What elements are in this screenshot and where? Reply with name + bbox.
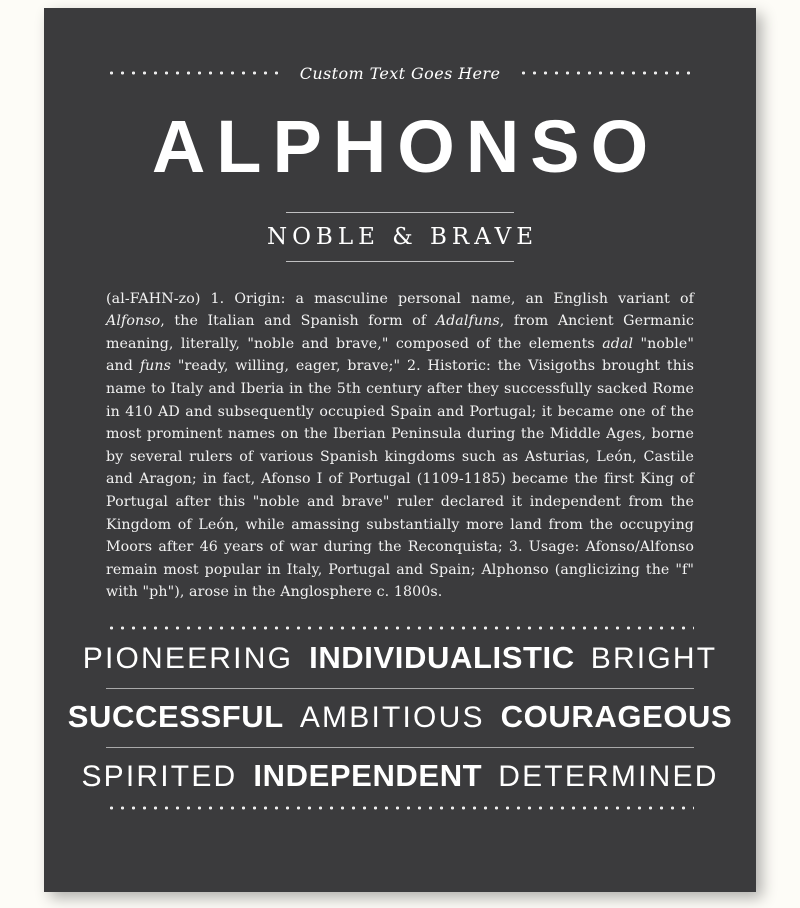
poster-content — [44, 8, 756, 892]
page-title: ALPHONSO — [151, 105, 660, 188]
custom-text: Custom Text Goes Here — [299, 63, 501, 83]
traits-divider-1 — [106, 688, 694, 689]
custom-text-row — [106, 60, 694, 86]
trait-word: COURAGEOUS — [500, 699, 733, 734]
trait-word: BRIGHT — [590, 642, 718, 675]
trait-row — [67, 689, 733, 747]
trait-word: INDEPENDENT — [253, 758, 483, 793]
traits-divider-2 — [106, 747, 694, 748]
trait-word: AMBITIOUS — [299, 701, 485, 734]
trait-row — [81, 748, 719, 806]
trait-word: SPIRITED — [81, 760, 238, 793]
rule-above-meaning — [286, 212, 514, 213]
traits-top-dotted-rule — [106, 626, 694, 630]
trait-word: DETERMINED — [498, 760, 719, 793]
trait-row — [82, 630, 718, 688]
name-art-poster — [44, 8, 756, 892]
rule-below-meaning — [286, 261, 514, 262]
dotted-divider-left — [106, 71, 282, 75]
traits-bottom-dotted-rule — [106, 806, 694, 810]
name-meaning: NOBLE & BRAVE — [266, 223, 539, 250]
traits-section — [67, 626, 733, 810]
trait-word: PIONEERING — [82, 642, 294, 675]
trait-word: INDIVIDUALISTIC — [309, 640, 575, 675]
dotted-divider-right — [518, 71, 694, 75]
definition-paragraph: (al-FAHN-zo) 1. Origin: a masculine personal name, an English variant of Alfonso, the Italian and Spanish form of Adalfuns, from Ancient Germanic meaning, literally, "noble and brave," composed of the elements adal "noble" and funs "ready, willing, eager, brave;" 2. Historic: the Visigoths brought this name to Italy and Iberia in the 5th century after they successfully sacked Rome in 410 AD and subsequently occupied Spain and Portugal; it became one of the most prominent names on the Iberian Peninsula during the Middle Ages, borne by several rulers of various Spanish kingdoms such as Asturias, León, Castile and Aragon; in fact, Afonso I of Portugal (1109-1185) became the first King of Portugal after this "noble and brave" ruler declared it independent from the Kingdom of León, while amassing substantially more land from the occupying Moors after 46 years of war during the Reconquista; 3. Usage: Afonso/Alfonso remain most popular in Italy, Portugal and Spain; Alphonso (anglicizing the "f" with "ph"), arose in the Anglosphere c. 1800s. — [106, 290, 695, 601]
meaning-block — [106, 212, 694, 262]
trait-word: SUCCESSFUL — [67, 699, 284, 734]
